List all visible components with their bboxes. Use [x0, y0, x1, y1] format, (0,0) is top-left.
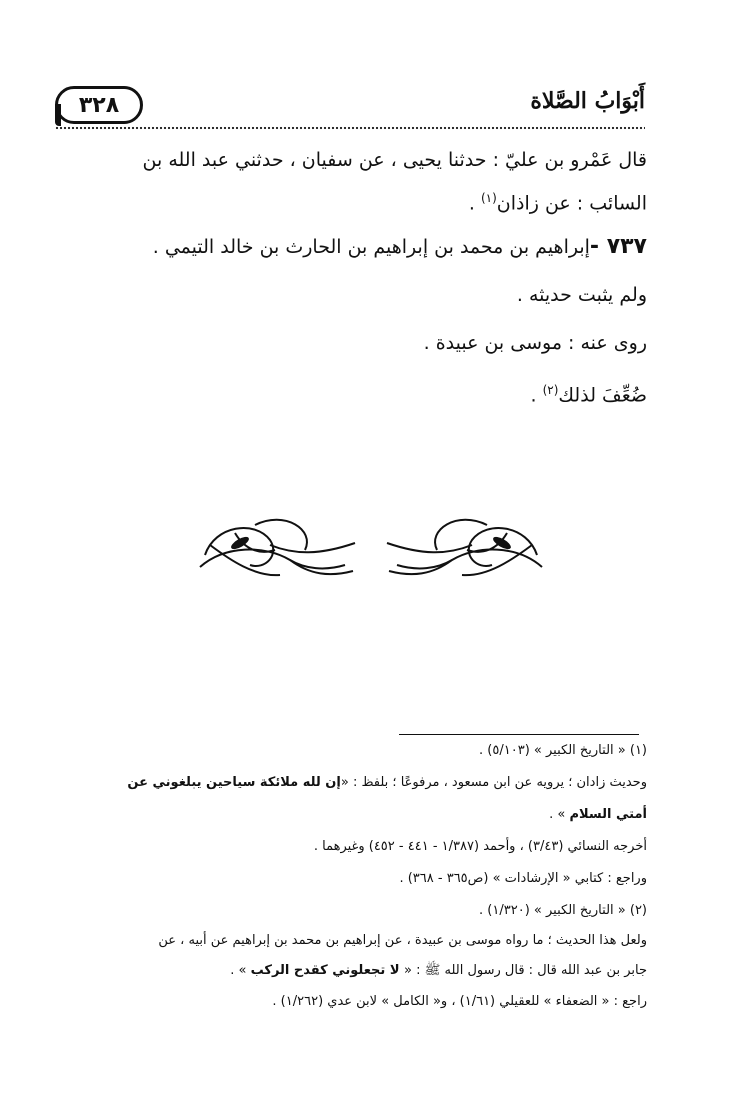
body-line: [469, 183, 647, 218]
page-header: [55, 86, 645, 126]
footnote-ref: (٢): [542, 383, 559, 397]
entry-text: إبراهيم بن محمد بن إبراهيم بن الحارث بن خالد التيمي .: [152, 236, 590, 258]
body-text: ضُعِّفَ لذلك: [558, 384, 647, 407]
body-text: .: [468, 192, 481, 215]
footnote-text: وحديث زادان ؛ يرويه عن ابن مسعود ، مرفوعًا ؛ بلفظ : «: [340, 775, 647, 790]
decorative-ornament: [195, 505, 547, 585]
footnote-divider: [399, 734, 639, 735]
footnote-text: » .: [549, 807, 570, 822]
footnote: وراجع : كتابي « الإرشادات » (ص٣٦٥ - ٣٦٨) .: [399, 871, 647, 886]
footnote-text: جابر بن عبد الله قال : قال رسول الله ﷺ : «: [404, 963, 647, 978]
footnote-text: » .: [230, 963, 251, 978]
body-text: السائب : عن زاذان: [496, 192, 647, 215]
footnote-hadith: لا تجعلوني كقدح الركب: [250, 963, 405, 978]
page-number: ٣٢٨: [55, 86, 143, 124]
body-line: قال عَمْرو بن عليّ : حدثنا يحيى ، عن سفيان ، حدثني عبد الله بن: [142, 149, 647, 171]
footnote-hadith: إن لله ملائكة سياحين يبلغوني عن: [127, 775, 341, 790]
chapter-title: أَبْوَابُ الصَّلاة: [530, 88, 645, 114]
footnote: (١) « التاريخ الكبير » (٥/١٠٣) .: [479, 743, 647, 758]
footnote: [127, 774, 647, 792]
header-divider: [55, 126, 645, 130]
footnote: ولعل هذا الحديث ؛ ما رواه موسى بن عبيدة ، عن إبراهيم بن محمد بن إبراهيم عن أبيه ، عن: [158, 933, 647, 948]
body-line: [531, 375, 648, 410]
footnote: [549, 806, 647, 824]
footnote-ref: (١): [480, 191, 497, 205]
body-line: ولم يثبت حديثه .: [516, 284, 647, 306]
body-text: .: [530, 384, 543, 407]
entry-number: ٧٣٧ -: [589, 234, 647, 259]
footnote: (٢) « التاريخ الكبير » (١/٣٢٠) .: [479, 903, 647, 918]
footnote-hadith: أمتي السلام: [569, 807, 647, 822]
body-line: روى عنه : موسى بن عبيدة .: [423, 332, 647, 354]
entry-heading: [153, 232, 647, 262]
footnote: [230, 962, 647, 980]
footnote: أخرجه النسائي (٣/٤٣) ، وأحمد (١/٣٨٧ - ٤٤١ - ٤٥٢) وغيرهما .: [313, 839, 647, 854]
footnote: راجع : « الضعفاء » للعقيلي (١/٦١) ، و« الكامل » لابن عدي (١/٢٦٢) .: [272, 994, 647, 1009]
